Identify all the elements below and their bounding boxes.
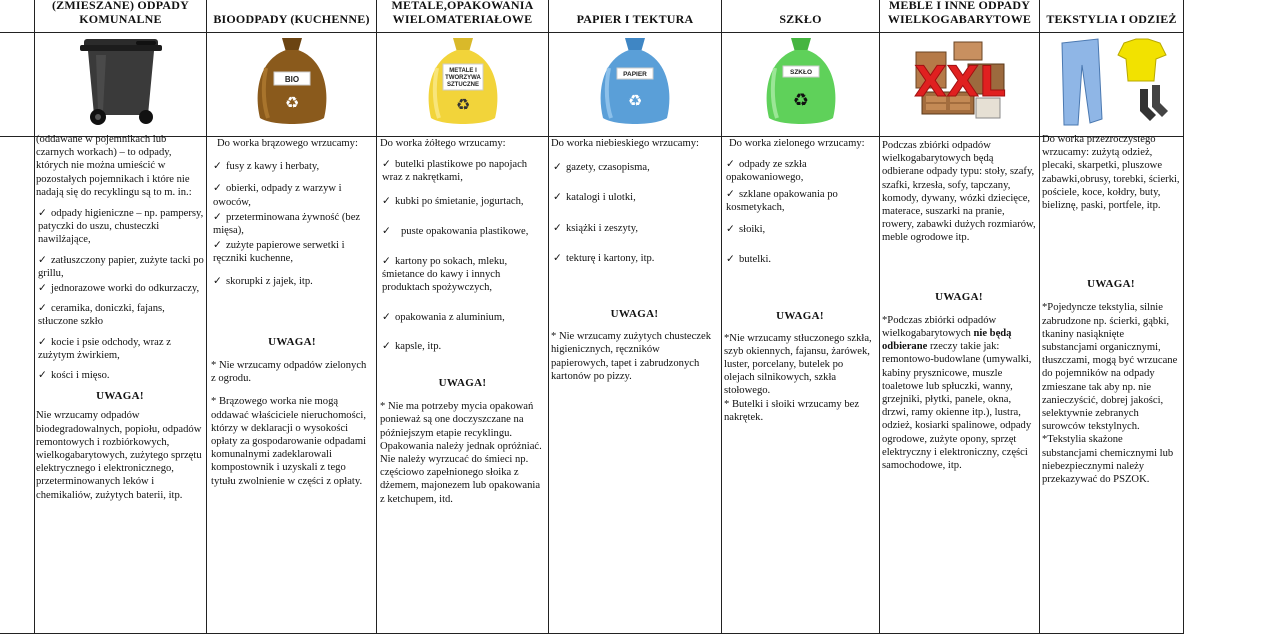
list-item: ✓ przeterminowana żywność (bez mięsa), bbox=[213, 211, 361, 237]
list-item: ✓ zatłuszczony papier, zużyte tacki po grillu, bbox=[38, 254, 204, 279]
list-item: ✓ słoiki, bbox=[726, 224, 766, 236]
column-header: PAPIER I TEKTURA bbox=[576, 12, 694, 26]
column-body: (oddawane w pojemnikach lub czarnych workach) – to odpady, których nie można umieścić w pozostałych pojemnikach i które nie nadają się do recyklingu są to m. in.: ✓ odpady higieniczne – np. pampersy, patyczki do uszu, chusteczki nawilżające, ✓ zatłuszczony papier, zużyte tacki po grillu, ✓ jednorazowe worki do odkurzaczy, ✓ ceramika, doniczki, fajans, stłuczone szkło ✓ kocie i psie odchody, wraz z zużytym żwirkiem, ✓ kości i mięso. UWAGA! Nie wrzucamy odpadów biodegradowalnych, popiołu, odpadów remontowych i rozbiórkowych, wielkogabarytowych, zużytego sprzętu elektrycznego i elektronicznego, przeterminowanych leków i chemikaliów, zużytych baterii, itp. bbox=[36, 134, 204, 501]
list-item: ✓ kartony po sokach, mleku, śmietance do kawy i innych produktach spożywczych, bbox=[382, 256, 508, 294]
bag-label-line: SZTUCZNE bbox=[446, 82, 479, 88]
list-item: ✓ odpady ze szkła opakowaniowego, bbox=[726, 159, 807, 184]
column-header: SZKŁO bbox=[779, 12, 822, 26]
list-item: ✓ butelki. bbox=[726, 254, 772, 266]
column-header: MEBLE I INNE ODPADY WIELKOGABARYTOWE bbox=[887, 0, 1032, 26]
list-item: ✓ tekturę i kartony, itp. bbox=[553, 252, 655, 264]
list-item: ✓ odpady higieniczne – np. pampersy, patyczki do uszu, chusteczki nawilżające, bbox=[38, 208, 204, 246]
bag-label: BIO bbox=[284, 75, 299, 84]
bottom-border bbox=[0, 633, 1184, 634]
list-item: ✓ kapsle, itp. bbox=[382, 340, 442, 352]
column-mixed-waste bbox=[34, 0, 206, 633]
column-header: TEKSTYLIA I ODZIEŻ bbox=[1046, 12, 1177, 26]
column-header: (ZMIESZANE) ODPADY KOMUNALNE bbox=[51, 0, 190, 26]
warning-title: UWAGA! bbox=[935, 290, 983, 303]
bag-label: PAPIER bbox=[623, 71, 647, 78]
column-body: Do worka zielonego wrzucamy: ✓ odpady ze szkła opakowaniowego, ✓ szklane opakowania po kosmetykach, ✓ słoiki, ✓ butelki. UWAGA! *Nie wrzucamy stłuczonego szkła, szyb okiennych, fajansu, żarówek, luster, porcelany, butelek po olejach silnikowych, szkła stołowego. * Butelki i słoiki wrzucamy bez nakrętek. bbox=[724, 132, 876, 431]
column-header: BIOODPADY (KUCHENNE) bbox=[213, 12, 370, 26]
brown-bio-bag-icon bbox=[207, 32, 376, 130]
column-body: Podczas zbiórki odpadów wielkogabarytowych będą odbierane odpady typu: stoły, szafy, szafki, krzesła, sofy, tapczany, komody, dywany, wózki dziecięce, materace, suszarki na pranie, rowery, zabawki dużych rozmiarów, meble ogrodowe itp. UWAGA! *Podczas zbiórki odpadów wielkogabarytowych nie będą odbierane rzeczy takie jak: remontowo-budowlane (umywalki, kabiny prysznicowe, muszle toaletowe lub spłuczki, wanny, grzejniki, płytki, panele, okna, drzwi, ramy okienne itp.), lustra, odzież, kosiarki spalinowe, odpady ogrodowe, zużyte opony, sprzęt elektryczny i elektroniczny, części samochodowe, itp. bbox=[882, 140, 1036, 472]
list-item: ✓ gazety, czasopisma, bbox=[553, 162, 650, 174]
list-item: ✓ jednorazowe worki do odkurzaczy, bbox=[38, 283, 200, 295]
column-textiles bbox=[1039, 0, 1184, 633]
warning-title: UWAGA! bbox=[776, 310, 824, 323]
list-item: ✓ opakowania z aluminium, bbox=[382, 311, 505, 323]
list-item: ✓ fusy z kawy i herbaty, bbox=[213, 161, 320, 173]
green-glass-bag-icon bbox=[722, 32, 879, 130]
column-body: Do worka żółtego wrzucamy: ✓ butelki plastikowe po napojach wraz z nakrętkami, ✓ kubki po śmietanie, jogurtach, ✓ puste opakowania plastikowe, ✓ kartony po sokach, mleku, śmietance do kawy i innych produktach spożywczych, ✓ opakowania z aluminium, ✓ kapsle, itp. UWAGA! * Nie ma potrzeby mycia opakowań ponieważ są one doczyszczane na późniejszym etapie recyklingu. Opakowania należy jednak opróżniać. Nie należy wyrzucać do śmieci np. częściowo zapełnionego słoika z dżemem, majonezem lub opakowania z ketchupem, itd. bbox=[380, 132, 545, 513]
column-bulky-waste bbox=[879, 0, 1039, 633]
blue-paper-bag-icon bbox=[549, 32, 721, 130]
column-body: Do worka przezroczystego wrzucamy: zużytą odzież, plecaki, skarpetki, pluszowe zabawki,obrusy, torebki, ścierki, pościele, koce, kołdry, buty, bieliznę, paski, portfele, itp. UWAGA! *Pojedyncze tekstylia, silnie zabrudzone np. ścierki, gąbki, tkaniny nasiąknięte substancjami organicznymi, tłuszczami, mogą być wrzucane do pojemników na odpady zmieszane tak aby np. nie zanieczyścić, dobrej jakości, selektywnie zebranych surowców tekstylnych. *Tekstylia skażone substancjami chemicznymi lub niebezpiecznymi należy przekazywać do PSZOK. bbox=[1042, 134, 1180, 486]
list-item: ✓ książki i zeszyty, bbox=[553, 222, 638, 234]
list-item: ✓ szklane opakowania po kosmetykach, bbox=[726, 188, 838, 213]
svg-text:♻: ♻ bbox=[284, 93, 299, 112]
column-bio-waste bbox=[206, 0, 376, 633]
list-item: ✓ kości i mięso. bbox=[38, 370, 110, 382]
list-item: ✓ butelki plastikowe po napojach wraz z nakrętkami, bbox=[382, 159, 528, 184]
bag-label: SZKŁO bbox=[789, 69, 812, 76]
list-item: ✓ skorupki z jajek, itp. bbox=[213, 275, 313, 287]
clothes-jeans-shirt-socks-icon bbox=[1040, 32, 1183, 130]
list-item: ✓ zużyte papierowe serwetki i ręczniki kuchenne, bbox=[213, 240, 345, 265]
yellow-metal-plastic-bag-icon bbox=[377, 32, 548, 130]
svg-text:♻: ♻ bbox=[792, 90, 809, 111]
column-header: METALE,OPAKOWANIA WIELOMATERIAŁOWE bbox=[391, 0, 534, 26]
list-item: ✓ kocie i psie odchody, wraz z zużytym żwirkiem, bbox=[38, 336, 171, 361]
warning-title: UWAGA! bbox=[268, 335, 316, 348]
column-body: Do worka niebieskiego wrzucamy: ✓ gazety, czasopisma, ✓ katalogi i ulotki, ✓ książki i zeszyty, ✓ tekturę i kartony, itp. UWAGA! * Nie wrzucamy zużytych chusteczek higienicznych, ręczników papierowych, tapet i zabrudzonych kartonów po pizzy. bbox=[551, 132, 718, 390]
warning-title: UWAGA! bbox=[96, 390, 144, 403]
list-item: ✓ ceramika, doniczki, fajans, stłuczone szkło bbox=[38, 303, 165, 328]
warning-title: UWAGA! bbox=[438, 377, 487, 390]
svg-text:♻: ♻ bbox=[627, 91, 643, 110]
bag-label-line: TWORZYWA bbox=[444, 75, 481, 81]
list-item: ✓ puste opakowania plastikowe, bbox=[382, 225, 529, 237]
list-item: ✓ katalogi i ulotki, bbox=[553, 192, 636, 204]
svg-text:♻: ♻ bbox=[455, 95, 470, 114]
warning-title: UWAGA! bbox=[1087, 278, 1135, 291]
bag-label-line: METALE I bbox=[448, 68, 477, 74]
list-item: ✓ kubki po śmietanie, jogurtach, bbox=[382, 195, 524, 207]
column-paper bbox=[548, 0, 721, 633]
column-glass bbox=[721, 0, 879, 633]
black-wheelie-bin-icon bbox=[35, 32, 206, 130]
column-metal-plastic bbox=[376, 0, 548, 633]
warning-text: *Podczas zbiórki odpadów wielkogabarytowych nie będą odbierane rzeczy takie jak: remontowo-budowlane (umywalki, kabiny prysznicowe, muszle toaletowe lub spłuczki, wanny, grzejniki, płytki, panele, okna, drzwi, ramy okienne itp.), lustra, odzież, kosiarki spalinowe, odpady ogrodowe, zużyte opony, sprzęt elektryczny i elektroniczny, części samochodowe, itp. bbox=[882, 314, 1032, 472]
column-body: Do worka brązowego wrzucamy: ✓ fusy z kawy i herbaty, ✓ obierki, odpady z warzyw i owoców, ✓ przeterminowana żywność (bez mięsa), ✓ zużyte papierowe serwetki i ręczniki kuchenne, ✓ skorupki z jajek, itp. UWAGA! * Nie wrzucamy odpadów zielonych z ogrodu. * Brązowego worka nie mogą oddawać właściciele nieruchomości, którzy w deklaracji o wysokości opłaty za gospodarowanie odpadami komunalnymi zadeklarowali kompostownik i uzyskali z tego tytułu zwolnienie w części z opłaty. bbox=[211, 132, 373, 495]
bulky-furniture-xxl-icon bbox=[880, 32, 1039, 130]
warning-title: UWAGA! bbox=[610, 308, 659, 321]
list-item: ✓ obierki, odpady z warzyw i owoców, bbox=[213, 183, 342, 208]
xxl-label: XXL bbox=[913, 57, 1006, 106]
